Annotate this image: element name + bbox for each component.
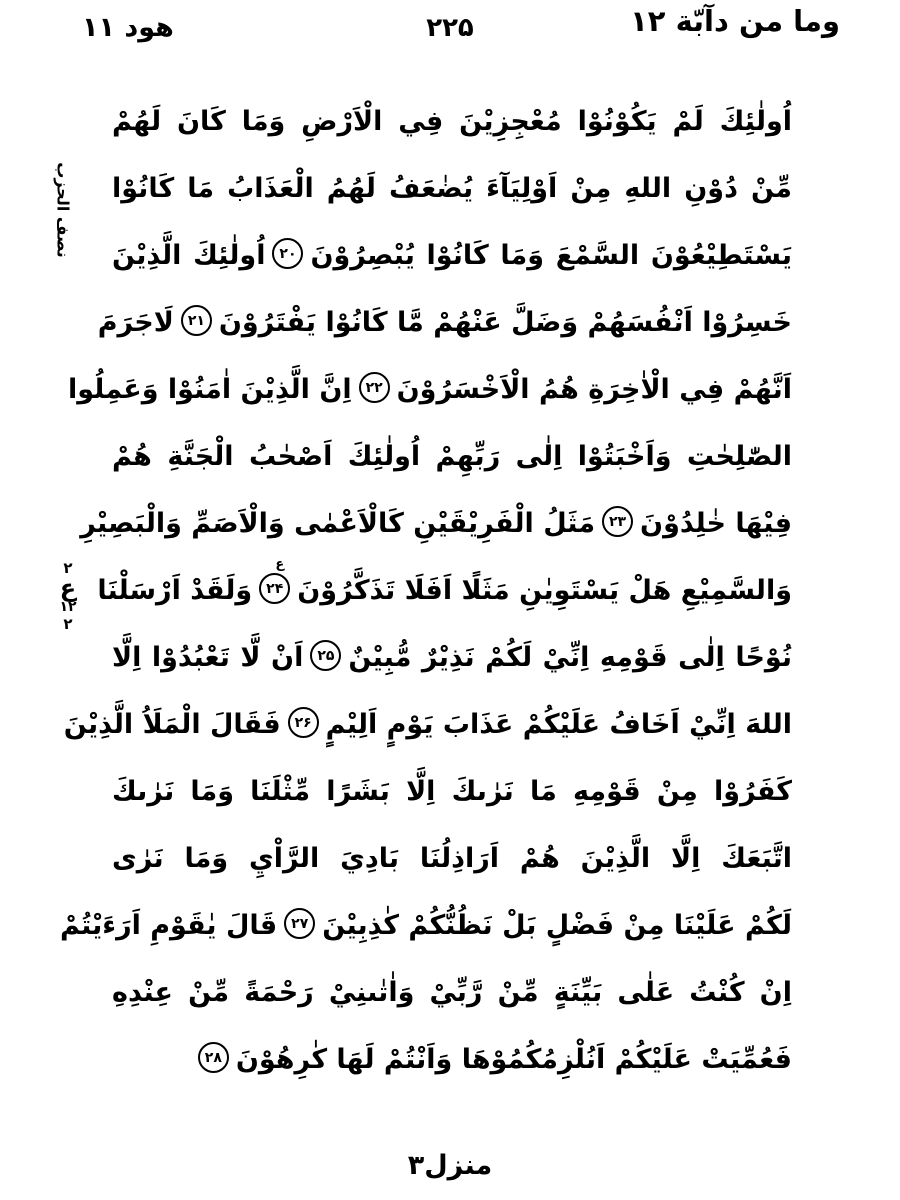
ayah-number-badge: ۲۲ xyxy=(359,372,390,403)
quran-text-segment: وَلَقَدْ اَرْسَلْنَا xyxy=(97,575,253,606)
quran-text-segment: فِيْهَا خٰلِدُوْنَ xyxy=(640,508,792,539)
quran-text-segment: مَثَلُ الْفَرِيْقَيْنِ كَالْاَعْمٰى وَالْاَصَمِّ وَالْبَصِيْرِ xyxy=(80,508,596,539)
ruku-margin-marker xyxy=(50,560,86,633)
quran-text-segment: فَعُمِّيَتْ عَلَيْكُمْ اَنُلْزِمُكُمُوْهَا وَاَنْتُمْ لَهَا كٰرِهُوْنَ xyxy=(235,1044,792,1075)
ruku-marker-bottom-number: ۲ xyxy=(63,615,73,633)
quran-text-segment: اَنْ لَّا تَعْبُدُوْا اِلَّا xyxy=(112,642,304,673)
quran-line-15 xyxy=(112,1026,792,1093)
quran-text-segment: قَالَ يٰقَوْمِ اَرَءَيْتُمْ xyxy=(59,910,278,941)
quran-text-segment: وَالسَّمِيْعِ هَلْ يَسْتَوِيٰنِ مَثَلًا اَفَلَا تَذَكَّرُوْنَ xyxy=(297,575,792,606)
header-juz-label: وما من دآبّة ۱۲ xyxy=(630,4,840,38)
quran-line-4 xyxy=(97,289,792,356)
ayah-number-badge: ۲۷ xyxy=(284,908,315,939)
header-page-number: ۲۲۵ xyxy=(426,13,474,43)
header-surah-label: هود ۱۱ xyxy=(82,12,174,43)
quran-text-segment: مِّنْ دُوْنِ اللهِ مِنْ اَوْلِيَآءَ يُضٰعَفُ لَهُمُ الْعَذَابُ مَا كَانُوْا xyxy=(112,173,792,204)
ayah-number-badge: ۲۴ ع xyxy=(259,573,290,604)
quran-line-12 xyxy=(112,825,792,892)
quran-text-segment: اِنَّ الَّذِيْنَ اٰمَنُوْا وَعَمِلُوا xyxy=(68,374,352,405)
quran-line-10 xyxy=(63,691,792,758)
quran-text-segment: اُولٰئِكَ الَّذِيْنَ xyxy=(112,240,266,271)
quran-text-segment: الصّٰلِحٰتِ وَاَخْبَتُوْا اِلٰى رَبِّهِمْ اُولٰئِكَ اَصْحٰبُ الْجَنَّةِ هُمْ xyxy=(112,441,792,472)
ayah-number-badge: ۲۳ xyxy=(602,506,633,537)
quran-line-7 xyxy=(80,490,792,557)
footer-manzil-label: منزل۳ xyxy=(407,1150,493,1181)
quran-line-6 xyxy=(112,423,792,490)
quran-text-segment: نُوْحًا اِلٰى قَوْمِهِ اِنِّيْ لَكُمْ نَذِيْرٌ مُّبِيْنٌ xyxy=(348,642,792,673)
quran-line-9 xyxy=(112,624,792,691)
ruku-ain-icon: ع xyxy=(275,557,285,572)
ruku-marker-top-number: ۲ xyxy=(63,559,73,577)
quran-text-segment: اَنَّهُمْ فِي الْاٰخِرَةِ هُمُ الْاَخْسَرُوْنَ xyxy=(396,374,792,405)
quran-text-segment: خَسِرُوْا اَنْفُسَهُمْ وَضَلَّ عَنْهُمْ مَّا كَانُوْا يَفْتَرُوْنَ xyxy=(218,307,792,338)
ayah-number-badge: ۲۱ xyxy=(181,305,212,336)
quran-text-segment: اتَّبَعَكَ اِلَّا الَّذِيْنَ هُمْ اَرَاذِلُنَا بَادِيَ الرَّاْيِ وَمَا نَرٰى xyxy=(112,843,792,874)
ayah-number-badge: ۲۵ xyxy=(310,640,341,671)
quran-line-8 xyxy=(97,557,792,624)
ruku-marker-middle-number: ۱۲ xyxy=(59,599,77,615)
quran-line-3 xyxy=(112,222,792,289)
quran-line-14 xyxy=(112,959,792,1026)
quran-text-segment: كَفَرُوْا مِنْ قَوْمِهِ مَا نَرٰىكَ اِلَّا بَشَرًا مِّثْلَنَا وَمَا نَرٰىكَ xyxy=(112,776,792,807)
quran-line-11 xyxy=(112,758,792,825)
quran-text-segment: فَقَالَ الْمَلَاُ الَّذِيْنَ xyxy=(63,709,281,740)
quran-line-2 xyxy=(112,155,792,222)
hizb-margin-marker: نصف الحزب xyxy=(53,162,73,258)
quran-text-segment: اِنْ كُنْتُ عَلٰى بَيِّنَةٍ مِّنْ رَّبِّيْ وَاٰتٰىنِيْ رَحْمَةً مِّنْ عِنْدِهِ xyxy=(112,977,792,1008)
ayah-number-badge: ۲۰ xyxy=(272,238,303,269)
quran-text-segment: لَكُمْ عَلَيْنَا مِنْ فَضْلٍ بَلْ نَظُنُّكُمْ كٰذِبِيْنَ xyxy=(322,910,792,941)
quran-line-5 xyxy=(68,356,792,423)
quran-text-segment: يَسْتَطِيْعُوْنَ السَّمْعَ وَمَا كَانُوْا يُبْصِرُوْنَ xyxy=(310,240,792,271)
quran-text-segment: اُولٰئِكَ لَمْ يَكُوْنُوْا مُعْجِزِيْنَ فِي الْاَرْضِ وَمَا كَانَ لَهُمْ xyxy=(112,106,792,137)
quran-text-segment: لَاجَرَمَ xyxy=(97,307,174,338)
ayah-number-badge: ۲۶ xyxy=(288,707,319,738)
quran-text-segment: اللهَ اِنِّيْ اَخَافُ عَلَيْكُمْ عَذَابَ يَوْمٍ اَلِيْمٍ xyxy=(325,709,792,740)
quran-line-13 xyxy=(59,892,792,959)
ruku-ain-icon: ع xyxy=(59,574,77,602)
quran-line-1 xyxy=(112,88,792,155)
ayah-number-badge: ۲۸ xyxy=(198,1042,229,1073)
